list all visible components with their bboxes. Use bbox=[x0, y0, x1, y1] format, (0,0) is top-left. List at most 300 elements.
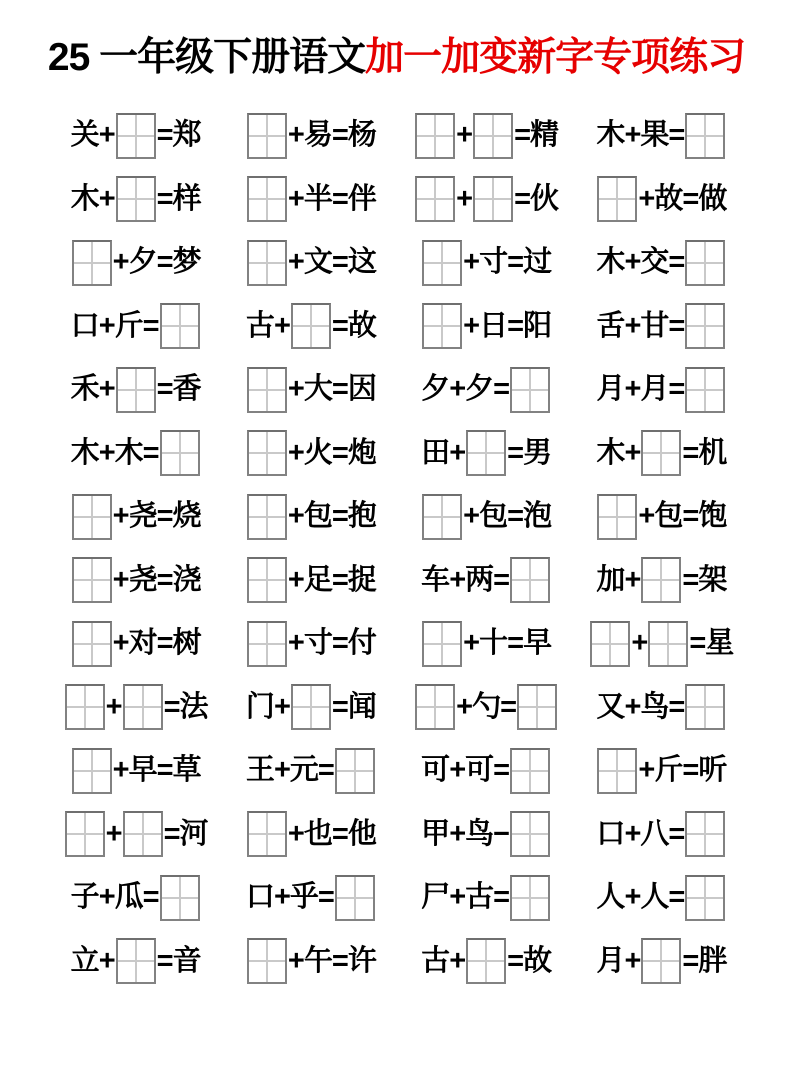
worksheet-row bbox=[48, 739, 749, 803]
operator-symbol: + bbox=[273, 881, 290, 914]
hanzi-char: 口 bbox=[70, 309, 99, 342]
hanzi-char: 也 bbox=[303, 817, 332, 850]
worksheet-row bbox=[48, 676, 749, 740]
answer-box bbox=[335, 875, 375, 921]
answer-box bbox=[422, 303, 462, 349]
answer-box bbox=[72, 557, 112, 603]
operator-symbol: + bbox=[449, 944, 466, 977]
operator-symbol: + bbox=[449, 563, 466, 596]
operator-symbol: = bbox=[156, 627, 173, 660]
exercise-equation bbox=[574, 176, 749, 222]
hanzi-char: 瓜 bbox=[114, 881, 143, 914]
answer-box bbox=[641, 938, 681, 984]
answer-box bbox=[116, 176, 156, 222]
operator-symbol: + bbox=[112, 754, 129, 787]
operator-symbol: + bbox=[287, 627, 304, 660]
exercise-equation bbox=[48, 367, 223, 413]
hanzi-char: 大 bbox=[303, 373, 332, 406]
operator-symbol: = bbox=[156, 373, 173, 406]
operator-symbol: = bbox=[682, 944, 699, 977]
hanzi-char: 鸟 bbox=[465, 817, 494, 850]
operator-symbol: + bbox=[624, 690, 641, 723]
hanzi-char: 木 bbox=[596, 246, 625, 279]
operator-symbol: = bbox=[500, 690, 517, 723]
hanzi-char: 午 bbox=[303, 944, 332, 977]
operator-symbol: = bbox=[331, 944, 348, 977]
hanzi-char: 加 bbox=[596, 563, 625, 596]
hanzi-char: 胖 bbox=[698, 944, 727, 977]
worksheet-row bbox=[48, 168, 749, 232]
answer-box bbox=[597, 494, 637, 540]
operator-symbol: + bbox=[624, 944, 641, 977]
answer-box bbox=[648, 621, 688, 667]
hanzi-char: 付 bbox=[347, 627, 376, 660]
operator-symbol: + bbox=[273, 309, 290, 342]
answer-box bbox=[123, 684, 163, 730]
answer-box bbox=[641, 430, 681, 476]
exercise-equation bbox=[399, 748, 574, 794]
hanzi-char: 杨 bbox=[347, 119, 376, 152]
hanzi-char: 两 bbox=[465, 563, 494, 596]
exercise-equation bbox=[223, 367, 398, 413]
hanzi-char: 伴 bbox=[347, 182, 376, 215]
answer-box bbox=[247, 113, 287, 159]
hanzi-char: 果 bbox=[640, 119, 669, 152]
hanzi-char: 甘 bbox=[640, 309, 669, 342]
hanzi-char: 火 bbox=[303, 436, 332, 469]
hanzi-char: 故 bbox=[523, 944, 552, 977]
operator-symbol: = bbox=[331, 563, 348, 596]
exercise-equation bbox=[399, 875, 574, 921]
hanzi-char: 十 bbox=[479, 627, 508, 660]
hanzi-char: 人 bbox=[596, 881, 625, 914]
operator-symbol: + bbox=[463, 309, 480, 342]
hanzi-char: 梦 bbox=[172, 246, 201, 279]
operator-symbol: + bbox=[624, 881, 641, 914]
worksheet-row bbox=[48, 930, 749, 994]
exercise-equation bbox=[48, 303, 223, 349]
operator-symbol: + bbox=[624, 817, 641, 850]
answer-box bbox=[65, 684, 105, 730]
hanzi-char: 尧 bbox=[128, 563, 157, 596]
operator-symbol: = bbox=[156, 754, 173, 787]
hanzi-char: 斤 bbox=[114, 309, 143, 342]
hanzi-char: 许 bbox=[347, 944, 376, 977]
hanzi-char: 半 bbox=[303, 182, 332, 215]
operator-symbol: + bbox=[449, 817, 466, 850]
operator-symbol: = bbox=[507, 436, 524, 469]
exercise-equation bbox=[223, 176, 398, 222]
hanzi-char: 田 bbox=[421, 436, 450, 469]
answer-box bbox=[291, 684, 331, 730]
hanzi-char: 捉 bbox=[347, 563, 376, 596]
operator-symbol: + bbox=[105, 817, 122, 850]
exercise-equation bbox=[223, 494, 398, 540]
operator-symbol: + bbox=[105, 690, 122, 723]
hanzi-char: 夕 bbox=[465, 373, 494, 406]
answer-box bbox=[422, 240, 462, 286]
answer-box bbox=[72, 494, 112, 540]
answer-box bbox=[473, 176, 513, 222]
operator-symbol: = bbox=[493, 563, 510, 596]
operator-symbol: + bbox=[463, 246, 480, 279]
answer-box bbox=[116, 367, 156, 413]
answer-box bbox=[247, 176, 287, 222]
hanzi-char: 寸 bbox=[303, 627, 332, 660]
hanzi-char: 元 bbox=[289, 754, 318, 787]
answer-box bbox=[641, 557, 681, 603]
hanzi-char: 古 bbox=[465, 881, 494, 914]
exercise-equation bbox=[223, 748, 398, 794]
operator-symbol: + bbox=[631, 627, 648, 660]
answer-box bbox=[123, 811, 163, 857]
hanzi-char: 木 bbox=[114, 436, 143, 469]
hanzi-char: 做 bbox=[698, 182, 727, 215]
operator-symbol: = bbox=[682, 563, 699, 596]
operator-symbol: + bbox=[287, 817, 304, 850]
operator-symbol: = bbox=[331, 627, 348, 660]
operator-symbol: = bbox=[668, 690, 685, 723]
exercise-equation bbox=[223, 875, 398, 921]
operator-symbol: = bbox=[156, 944, 173, 977]
exercise-equation bbox=[574, 240, 749, 286]
hanzi-char: 可 bbox=[421, 754, 450, 787]
operator-symbol: + bbox=[98, 373, 115, 406]
hanzi-char: 斤 bbox=[654, 754, 683, 787]
answer-box bbox=[247, 938, 287, 984]
operator-symbol: = bbox=[331, 690, 348, 723]
hanzi-char: 门 bbox=[245, 690, 274, 723]
hanzi-char: 机 bbox=[698, 436, 727, 469]
operator-symbol: = bbox=[331, 119, 348, 152]
hanzi-char: 文 bbox=[303, 246, 332, 279]
operator-symbol: = bbox=[331, 436, 348, 469]
answer-box bbox=[685, 811, 725, 857]
hanzi-char: 寸 bbox=[479, 246, 508, 279]
hanzi-char: 八 bbox=[640, 817, 669, 850]
answer-box bbox=[685, 240, 725, 286]
hanzi-char: 木 bbox=[596, 436, 625, 469]
exercise-equation bbox=[48, 113, 223, 159]
hanzi-char: 人 bbox=[640, 881, 669, 914]
hanzi-char: 古 bbox=[421, 944, 450, 977]
exercise-equation bbox=[223, 938, 398, 984]
hanzi-char: 草 bbox=[172, 754, 201, 787]
operator-symbol: = bbox=[514, 119, 531, 152]
operator-symbol: + bbox=[98, 119, 115, 152]
hanzi-char: 架 bbox=[698, 563, 727, 596]
exercise-equation bbox=[223, 240, 398, 286]
operator-symbol: + bbox=[456, 690, 473, 723]
hanzi-char: 夕 bbox=[421, 373, 450, 406]
answer-box bbox=[597, 176, 637, 222]
answer-box bbox=[65, 811, 105, 857]
answer-box bbox=[247, 557, 287, 603]
exercise-equation bbox=[48, 240, 223, 286]
exercise-equation bbox=[223, 113, 398, 159]
operator-symbol: = bbox=[668, 119, 685, 152]
hanzi-char: 关 bbox=[70, 119, 99, 152]
hanzi-char: 子 bbox=[70, 881, 99, 914]
operator-symbol: = bbox=[156, 119, 173, 152]
operator-symbol: = bbox=[163, 690, 180, 723]
hanzi-char: 炮 bbox=[347, 436, 376, 469]
answer-box bbox=[247, 621, 287, 667]
answer-box bbox=[597, 748, 637, 794]
operator-symbol: = bbox=[142, 309, 159, 342]
operator-symbol: = bbox=[331, 817, 348, 850]
operator-symbol: = bbox=[514, 182, 531, 215]
hanzi-char: 立 bbox=[70, 944, 99, 977]
operator-symbol: + bbox=[273, 754, 290, 787]
operator-symbol: + bbox=[463, 500, 480, 533]
exercise-equation bbox=[574, 811, 749, 857]
hanzi-char: 日 bbox=[479, 309, 508, 342]
operator-symbol: + bbox=[98, 309, 115, 342]
hanzi-char: 鸟 bbox=[640, 690, 669, 723]
hanzi-char: 精 bbox=[530, 119, 559, 152]
operator-symbol: + bbox=[98, 881, 115, 914]
exercise-equation bbox=[399, 176, 574, 222]
hanzi-char: 泡 bbox=[523, 500, 552, 533]
worksheet-row bbox=[48, 104, 749, 168]
worksheet-row bbox=[48, 549, 749, 613]
operator-symbol: = bbox=[331, 246, 348, 279]
operator-symbol: + bbox=[112, 627, 129, 660]
answer-box bbox=[116, 113, 156, 159]
exercise-equation bbox=[574, 748, 749, 794]
exercise-equation bbox=[399, 430, 574, 476]
hanzi-char: 尸 bbox=[421, 881, 450, 914]
operator-symbol: = bbox=[689, 627, 706, 660]
hanzi-char: 浇 bbox=[172, 563, 201, 596]
operator-symbol: + bbox=[624, 119, 641, 152]
answer-box bbox=[473, 113, 513, 159]
exercise-equation bbox=[223, 430, 398, 476]
hanzi-char: 香 bbox=[172, 373, 201, 406]
operator-symbol: = bbox=[493, 754, 510, 787]
exercise-equation bbox=[399, 240, 574, 286]
exercise-equation bbox=[574, 303, 749, 349]
exercise-equation bbox=[223, 811, 398, 857]
hanzi-char: 河 bbox=[179, 817, 208, 850]
hanzi-char: 星 bbox=[705, 627, 734, 660]
operator-symbol: = bbox=[682, 182, 699, 215]
operator-symbol: = bbox=[668, 246, 685, 279]
hanzi-char: 交 bbox=[640, 246, 669, 279]
operator-symbol: = bbox=[142, 881, 159, 914]
operator-symbol: + bbox=[98, 436, 115, 469]
page-title-highlight: 加一加变新字专项练习 bbox=[365, 36, 746, 79]
answer-box bbox=[247, 494, 287, 540]
answer-box bbox=[160, 430, 200, 476]
hanzi-char: 口 bbox=[245, 881, 274, 914]
worksheet-row bbox=[48, 231, 749, 295]
exercise-equation bbox=[399, 303, 574, 349]
operator-symbol: + bbox=[449, 881, 466, 914]
operator-symbol: = bbox=[668, 881, 685, 914]
hanzi-char: 勺 bbox=[472, 690, 501, 723]
operator-symbol: = bbox=[142, 436, 159, 469]
hanzi-char: 男 bbox=[523, 436, 552, 469]
hanzi-char: 烧 bbox=[172, 500, 201, 533]
hanzi-char: 尧 bbox=[128, 500, 157, 533]
exercise-equation bbox=[574, 430, 749, 476]
hanzi-char: 故 bbox=[654, 182, 683, 215]
worksheet-row bbox=[48, 612, 749, 676]
answer-box bbox=[466, 430, 506, 476]
operator-symbol: + bbox=[287, 373, 304, 406]
answer-box bbox=[510, 811, 550, 857]
hanzi-char: 这 bbox=[347, 246, 376, 279]
operator-symbol: = bbox=[156, 246, 173, 279]
exercise-equation bbox=[574, 621, 749, 667]
operator-symbol: = bbox=[507, 944, 524, 977]
answer-box bbox=[116, 938, 156, 984]
operator-symbol: = bbox=[682, 500, 699, 533]
answer-box bbox=[72, 240, 112, 286]
operator-symbol: = bbox=[507, 500, 524, 533]
operator-symbol: = bbox=[668, 373, 685, 406]
operator-symbol: = bbox=[668, 309, 685, 342]
operator-symbol: = bbox=[317, 881, 334, 914]
hanzi-char: 包 bbox=[303, 500, 332, 533]
exercise-equation bbox=[48, 811, 223, 857]
hanzi-char: 舌 bbox=[596, 309, 625, 342]
operator-symbol: + bbox=[287, 246, 304, 279]
hanzi-char: 因 bbox=[347, 373, 376, 406]
answer-box bbox=[517, 684, 557, 730]
hanzi-char: 口 bbox=[596, 817, 625, 850]
exercise-equation bbox=[48, 875, 223, 921]
hanzi-char: 过 bbox=[523, 246, 552, 279]
answer-box bbox=[510, 367, 550, 413]
hanzi-char: 饱 bbox=[698, 500, 727, 533]
operator-symbol: + bbox=[624, 436, 641, 469]
hanzi-char: 又 bbox=[596, 690, 625, 723]
answer-box bbox=[415, 684, 455, 730]
operator-symbol: + bbox=[624, 246, 641, 279]
exercise-equation bbox=[399, 494, 574, 540]
hanzi-char: 王 bbox=[245, 754, 274, 787]
operator-symbol: = bbox=[156, 182, 173, 215]
hanzi-char: 古 bbox=[245, 309, 274, 342]
hanzi-char: 足 bbox=[303, 563, 332, 596]
answer-box bbox=[415, 113, 455, 159]
hanzi-char: 乎 bbox=[289, 881, 318, 914]
exercise-equation bbox=[223, 303, 398, 349]
answer-box bbox=[685, 367, 725, 413]
operator-symbol: = bbox=[668, 817, 685, 850]
answer-box bbox=[415, 176, 455, 222]
worksheet-row bbox=[48, 803, 749, 867]
exercise-equation bbox=[48, 684, 223, 730]
exercise-equation bbox=[574, 557, 749, 603]
answer-box bbox=[422, 494, 462, 540]
exercise-equation bbox=[48, 430, 223, 476]
answer-box bbox=[247, 367, 287, 413]
operator-symbol: + bbox=[449, 436, 466, 469]
operator-symbol: + bbox=[638, 500, 655, 533]
operator-symbol: + bbox=[638, 754, 655, 787]
hanzi-char: 可 bbox=[465, 754, 494, 787]
exercise-equation bbox=[48, 748, 223, 794]
hanzi-char: 伙 bbox=[530, 182, 559, 215]
exercise-equation bbox=[48, 494, 223, 540]
operator-symbol: = bbox=[331, 373, 348, 406]
answer-box bbox=[72, 621, 112, 667]
operator-symbol: + bbox=[112, 500, 129, 533]
operator-symbol: + bbox=[287, 944, 304, 977]
operator-symbol: + bbox=[112, 563, 129, 596]
operator-symbol: = bbox=[163, 817, 180, 850]
exercise-equation bbox=[223, 684, 398, 730]
worksheet-row bbox=[48, 485, 749, 549]
hanzi-char: 故 bbox=[347, 309, 376, 342]
answer-box bbox=[510, 557, 550, 603]
hanzi-char: 音 bbox=[172, 944, 201, 977]
operator-symbol: + bbox=[287, 182, 304, 215]
exercise-equation bbox=[574, 113, 749, 159]
hanzi-char: 木 bbox=[70, 182, 99, 215]
exercise-equation bbox=[399, 557, 574, 603]
answer-box bbox=[510, 875, 550, 921]
operator-symbol: = bbox=[493, 373, 510, 406]
hanzi-char: 早 bbox=[523, 627, 552, 660]
operator-symbol: + bbox=[456, 119, 473, 152]
operator-symbol: + bbox=[449, 373, 466, 406]
operator-symbol: + bbox=[98, 182, 115, 215]
answer-box bbox=[335, 748, 375, 794]
exercise-equation bbox=[223, 557, 398, 603]
exercise-equation bbox=[399, 367, 574, 413]
worksheet bbox=[48, 104, 749, 993]
exercise-equation bbox=[574, 938, 749, 984]
operator-symbol: + bbox=[456, 182, 473, 215]
hanzi-char: 禾 bbox=[70, 373, 99, 406]
exercise-equation bbox=[399, 113, 574, 159]
operator-symbol: = bbox=[507, 309, 524, 342]
exercise-equation bbox=[399, 938, 574, 984]
operator-symbol: + bbox=[463, 627, 480, 660]
hanzi-char: 车 bbox=[421, 563, 450, 596]
answer-box bbox=[291, 303, 331, 349]
operator-symbol: + bbox=[287, 500, 304, 533]
answer-box bbox=[590, 621, 630, 667]
exercise-equation bbox=[574, 367, 749, 413]
answer-box bbox=[247, 811, 287, 857]
operator-symbol: = bbox=[507, 246, 524, 279]
page-title-main: 25 一年级下册语文 bbox=[47, 36, 366, 79]
operator-symbol: + bbox=[287, 563, 304, 596]
operator-symbol: + bbox=[624, 373, 641, 406]
answer-box bbox=[685, 684, 725, 730]
answer-box bbox=[466, 938, 506, 984]
operator-symbol: = bbox=[331, 182, 348, 215]
operator-symbol: = bbox=[156, 563, 173, 596]
answer-box bbox=[72, 748, 112, 794]
answer-box bbox=[247, 430, 287, 476]
operator-symbol: = bbox=[317, 754, 334, 787]
operator-symbol: + bbox=[273, 690, 290, 723]
hanzi-char: 抱 bbox=[347, 500, 376, 533]
answer-box bbox=[685, 113, 725, 159]
hanzi-char: 郑 bbox=[172, 119, 201, 152]
operator-symbol: − bbox=[493, 817, 510, 850]
worksheet-row bbox=[48, 295, 749, 359]
answer-box bbox=[685, 875, 725, 921]
exercise-equation bbox=[399, 811, 574, 857]
